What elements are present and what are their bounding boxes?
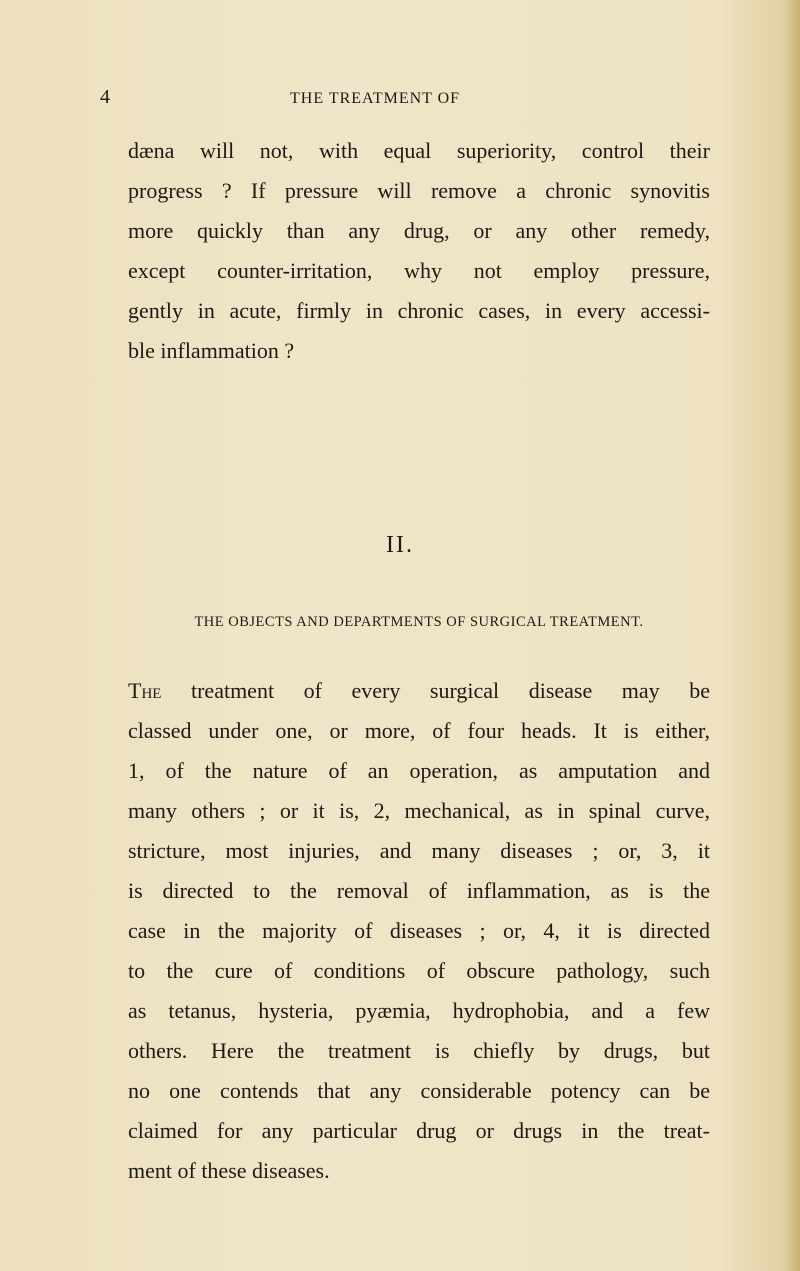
running-head: THE TREATMENT OF [290, 90, 461, 107]
paragraph-2-line: is directed to the removal of inflammation, as is the [128, 878, 710, 903]
page-number: 4 [100, 86, 110, 108]
paragraph-2-line: stricture, most injuries, and many diseases ; or, 3, it [128, 838, 710, 863]
paragraph-2-first-line [128, 676, 710, 706]
paragraph-1-line: gently in acute, firmly in chronic cases, in every accessi- [128, 298, 710, 323]
paragraph-2-line: many others ; or it is, 2, mechanical, as in spinal curve, [128, 798, 710, 823]
paragraph-2-line: to the cure of conditions of obscure pathology, such [128, 958, 710, 983]
paragraph-1-line: dæna will not, with equal superiority, control their [128, 138, 710, 163]
paragraph-1-line: ble inflammation ? [128, 338, 295, 363]
first-line-text: treatment of every surgical disease may be [161, 678, 710, 703]
page-edge-shading [786, 0, 800, 1271]
section-title: THE OBJECTS AND DEPARTMENTS OF SURGICAL TREATMENT. [194, 614, 644, 630]
paragraph-1-line: more quickly than any drug, or any other remedy, [128, 218, 710, 243]
paragraph-2-line: ment of these diseases. [128, 1158, 330, 1183]
paragraph-2-line: 1, of the nature of an operation, as amputation and [128, 758, 710, 783]
page-header [100, 86, 710, 116]
section-number: II. [386, 532, 414, 558]
paragraph-1-line: except counter-irritation, why not employ pressure, [128, 258, 710, 283]
paragraph-2-line: claimed for any particular drug or drugs in the treat- [128, 1118, 710, 1143]
lead-word: The [128, 678, 162, 703]
paragraph-2-line: as tetanus, hysteria, pyæmia, hydrophobia, and a few [128, 998, 710, 1023]
paragraph-2-line: classed under one, or more, of four heads. It is either, [128, 718, 710, 743]
paragraph-2-line: others. Here the treatment is chiefly by drugs, but [128, 1038, 710, 1063]
paragraph-2-line: case in the majority of diseases ; or, 4, it is directed [128, 918, 710, 943]
paragraph-2-line: no one contends that any considerable potency can be [128, 1078, 710, 1103]
paragraph-1-line: progress ? If pressure will remove a chronic synovitis [128, 178, 710, 203]
